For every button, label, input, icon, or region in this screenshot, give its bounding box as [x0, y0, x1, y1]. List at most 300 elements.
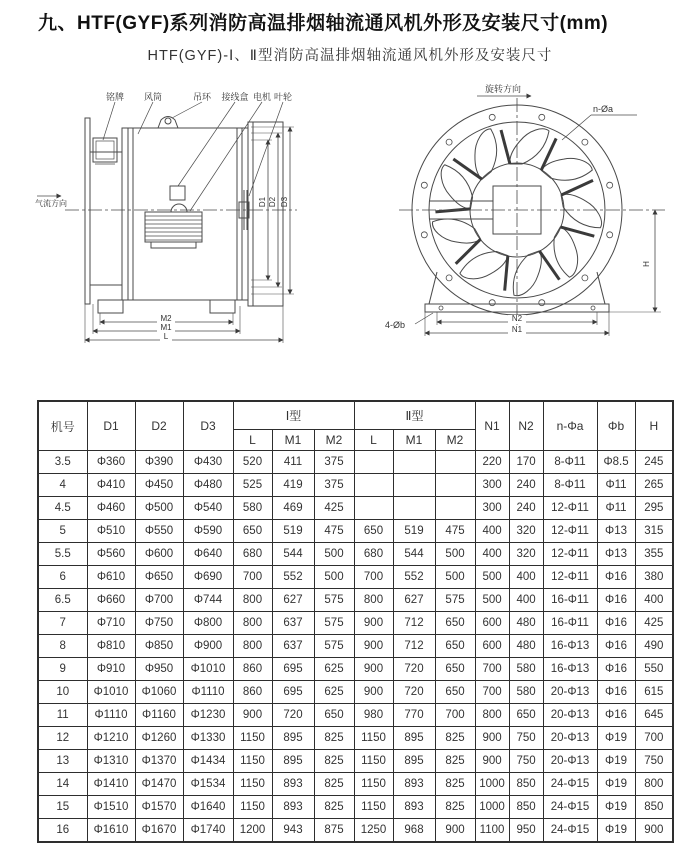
table-cell: Φ13	[597, 520, 635, 543]
table-cell: Φ1670	[135, 819, 183, 842]
header-type2-m1: M1	[393, 430, 435, 451]
callout-leader-lines	[103, 102, 283, 211]
foot-left	[98, 300, 123, 313]
header-phi-b: Φb	[597, 401, 635, 451]
table-row	[38, 727, 673, 750]
table-cell: Φ510	[87, 520, 135, 543]
table-cell: 650	[233, 520, 272, 543]
table-cell: 825	[435, 750, 475, 773]
table-cell: 411	[272, 451, 314, 474]
foot-bolts-label: 4-Øb	[385, 320, 406, 330]
table-cell: 1000	[475, 773, 509, 796]
table-row	[38, 704, 673, 727]
table-cell: 1150	[233, 773, 272, 796]
table-row	[38, 566, 673, 589]
table-cell: 24-Φ15	[543, 819, 597, 842]
table-cell: 300	[475, 474, 509, 497]
table-cell: 627	[272, 589, 314, 612]
table-cell: 900	[354, 681, 393, 704]
foot-right	[210, 300, 235, 313]
table-cell: 16-Φ13	[543, 635, 597, 658]
table-cell: Φ650	[135, 566, 183, 589]
table-cell: 680	[354, 543, 393, 566]
table-cell: 825	[314, 796, 354, 819]
table-cell: Φ450	[135, 474, 183, 497]
table-cell: 580	[509, 658, 543, 681]
header-d2: D2	[135, 401, 183, 451]
table-cell: 893	[272, 796, 314, 819]
table-cell: 1150	[233, 727, 272, 750]
table-cell: 800	[354, 589, 393, 612]
table-cell: Φ1010	[87, 681, 135, 704]
table-cell: 1150	[354, 796, 393, 819]
table-cell: 240	[509, 474, 543, 497]
table-cell: 1250	[354, 819, 393, 842]
table-cell: 24-Φ15	[543, 796, 597, 819]
table-cell: 575	[314, 635, 354, 658]
table-cell: 170	[509, 451, 543, 474]
table-cell: Φ910	[87, 658, 135, 681]
table-cell: 490	[635, 635, 673, 658]
table-cell: 680	[233, 543, 272, 566]
table-cell: 400	[509, 566, 543, 589]
table-cell: 700	[635, 727, 673, 750]
table-cell: 825	[435, 727, 475, 750]
table-cell: Φ460	[87, 497, 135, 520]
table-cell: Φ1060	[135, 681, 183, 704]
table-cell: 900	[435, 819, 475, 842]
table-cell: 400	[475, 520, 509, 543]
table-cell: Φ1740	[183, 819, 233, 842]
table-cell: Φ950	[135, 658, 183, 681]
callout-lifting-ring: 吊环	[192, 92, 212, 102]
lifting-ring	[158, 117, 178, 129]
table-row	[38, 681, 673, 704]
table-cell: 968	[393, 819, 435, 842]
table-cell: 12-Φ11	[543, 497, 597, 520]
table-row	[38, 773, 673, 796]
table-cell: 544	[393, 543, 435, 566]
table-cell: Φ16	[597, 635, 635, 658]
table-cell: 1150	[354, 750, 393, 773]
nameplate	[93, 138, 117, 164]
table-cell: 980	[354, 704, 393, 727]
table-cell: Φ1640	[183, 796, 233, 819]
table-cell: 20-Φ13	[543, 750, 597, 773]
table-cell: Φ1434	[183, 750, 233, 773]
table-cell: 700	[354, 566, 393, 589]
table-cell: 4.5	[38, 497, 87, 520]
table-cell: 469	[272, 497, 314, 520]
table-row	[38, 819, 673, 842]
table-cell: 1200	[233, 819, 272, 842]
table-cell	[393, 451, 435, 474]
table-cell: 625	[314, 658, 354, 681]
foot-bolt-leader	[415, 313, 433, 324]
table-cell: 552	[393, 566, 435, 589]
table-cell: Φ1370	[135, 750, 183, 773]
table-cell: 625	[314, 681, 354, 704]
table-cell: Φ1534	[183, 773, 233, 796]
table-cell: 825	[314, 750, 354, 773]
table-cell: 1150	[354, 727, 393, 750]
table-cell: 637	[272, 635, 314, 658]
header-h: H	[635, 401, 673, 451]
table-cell: 16-Φ11	[543, 589, 597, 612]
table-cell: 5.5	[38, 543, 87, 566]
table-cell: 300	[475, 497, 509, 520]
table-cell: 600	[475, 612, 509, 635]
table-cell: 825	[435, 773, 475, 796]
table-cell: 700	[435, 704, 475, 727]
table-cell: Φ19	[597, 796, 635, 819]
table-cell: Φ1160	[135, 704, 183, 727]
table-cell	[354, 497, 393, 520]
table-cell: 627	[393, 589, 435, 612]
table-cell: 12-Φ11	[543, 543, 597, 566]
header-type1-group: Ⅰ型	[233, 401, 354, 430]
table-cell: 8-Φ11	[543, 451, 597, 474]
table-cell: 519	[393, 520, 435, 543]
table-cell: 712	[393, 635, 435, 658]
header-machine-no: 机号	[38, 401, 87, 451]
table-cell: 544	[272, 543, 314, 566]
table-row	[38, 474, 673, 497]
table-cell: 6	[38, 566, 87, 589]
table-cell: Φ360	[87, 451, 135, 474]
table-cell: 750	[635, 750, 673, 773]
table-cell: Φ640	[183, 543, 233, 566]
table-row	[38, 589, 673, 612]
table-cell: 895	[272, 750, 314, 773]
table-row	[38, 497, 673, 520]
table-cell: 24-Φ15	[543, 773, 597, 796]
table-row	[38, 750, 673, 773]
table-cell: 650	[509, 704, 543, 727]
table-cell: 3.5	[38, 451, 87, 474]
table-cell: 550	[635, 658, 673, 681]
table-cell: Φ480	[183, 474, 233, 497]
table-cell: Φ11	[597, 474, 635, 497]
table-cell: 20-Φ13	[543, 681, 597, 704]
table-cell: 500	[314, 543, 354, 566]
table-cell: Φ700	[135, 589, 183, 612]
header-type1-l: L	[233, 430, 272, 451]
table-cell: 380	[635, 566, 673, 589]
table-cell: 419	[272, 474, 314, 497]
table-cell: Φ1110	[87, 704, 135, 727]
table-cell: 860	[233, 681, 272, 704]
table-cell: 500	[475, 566, 509, 589]
dim-label-m2: M2	[160, 314, 172, 323]
header-n2: N2	[509, 401, 543, 451]
dim-label-d3: D3	[280, 196, 289, 208]
table-cell: Φ1410	[87, 773, 135, 796]
callout-motor: 电机	[252, 92, 272, 102]
header-d3: D3	[183, 401, 233, 451]
table-cell: 1150	[233, 750, 272, 773]
table-cell: Φ590	[183, 520, 233, 543]
inlet-flange	[85, 118, 90, 304]
table-cell: 575	[314, 612, 354, 635]
table-cell: 720	[393, 681, 435, 704]
table-cell: 895	[272, 727, 314, 750]
table-cell: 355	[635, 543, 673, 566]
table-cell: 695	[272, 658, 314, 681]
table-cell: 650	[314, 704, 354, 727]
table-cell: Φ430	[183, 451, 233, 474]
table-cell: 1150	[354, 773, 393, 796]
table-cell: 650	[435, 658, 475, 681]
table-cell: Φ16	[597, 589, 635, 612]
dim-label-m1: M1	[160, 323, 172, 332]
side-view-drawing	[25, 82, 380, 347]
table-cell: 825	[314, 773, 354, 796]
table-cell: 900	[475, 727, 509, 750]
table-cell: 500	[435, 543, 475, 566]
table-cell: 850	[635, 796, 673, 819]
table-cell: Φ550	[135, 520, 183, 543]
table-cell: Φ710	[87, 612, 135, 635]
diameter-dim-lines	[251, 127, 294, 294]
motor	[145, 212, 202, 248]
table-cell: Φ850	[135, 635, 183, 658]
table-cell: Φ690	[183, 566, 233, 589]
table-body	[38, 451, 673, 842]
table-cell: 12-Φ11	[543, 520, 597, 543]
table-cell: 1150	[233, 796, 272, 819]
table-cell: 720	[272, 704, 314, 727]
table-cell: Φ19	[597, 773, 635, 796]
table-cell: 10	[38, 681, 87, 704]
table-cell: 575	[435, 589, 475, 612]
table-cell: 750	[509, 727, 543, 750]
table-cell: 850	[509, 773, 543, 796]
table-cell	[435, 497, 475, 520]
table-row	[38, 635, 673, 658]
table-cell: 12-Φ11	[543, 566, 597, 589]
table-cell: Φ660	[87, 589, 135, 612]
table-cell: 650	[354, 520, 393, 543]
table-cell: 800	[635, 773, 673, 796]
table-cell: 425	[314, 497, 354, 520]
table-cell: 240	[509, 497, 543, 520]
table-cell: 475	[435, 520, 475, 543]
table-cell: 12	[38, 727, 87, 750]
table-cell: 770	[393, 704, 435, 727]
table-cell	[393, 474, 435, 497]
table-cell: 875	[314, 819, 354, 842]
header-n-phi-a: n-Φa	[543, 401, 597, 451]
header-type2-l: L	[354, 430, 393, 451]
table-cell: Φ1330	[183, 727, 233, 750]
flange-bolts-label: n-Øa	[593, 104, 614, 114]
table-cell: 520	[233, 451, 272, 474]
table-cell: 20-Φ13	[543, 727, 597, 750]
table-cell: 750	[509, 750, 543, 773]
table-row	[38, 451, 673, 474]
table-cell: Φ19	[597, 750, 635, 773]
table-cell: 645	[635, 704, 673, 727]
table-cell: 825	[314, 727, 354, 750]
table-cell: Φ1230	[183, 704, 233, 727]
table-cell: Φ16	[597, 566, 635, 589]
page-subtitle: HTF(GYF)-Ⅰ、Ⅱ型消防高温排烟轴流通风机外形及安装尺寸	[147, 48, 553, 64]
table-cell: 315	[635, 520, 673, 543]
table-cell	[435, 474, 475, 497]
table-cell: 245	[635, 451, 673, 474]
table-cell: 900	[475, 750, 509, 773]
table-cell: Φ1110	[183, 681, 233, 704]
table-cell: 700	[475, 658, 509, 681]
table-cell: 1000	[475, 796, 509, 819]
table-cell: 900	[635, 819, 673, 842]
airflow-label: 气流方向	[35, 199, 67, 208]
table-cell: Φ1610	[87, 819, 135, 842]
table-cell: 500	[314, 566, 354, 589]
table-cell: 800	[475, 704, 509, 727]
table-cell: 11	[38, 704, 87, 727]
dim-label-l: L	[163, 332, 169, 341]
table-cell	[354, 451, 393, 474]
table-cell: Φ800	[183, 612, 233, 635]
table-cell: Φ1470	[135, 773, 183, 796]
table-cell: 700	[475, 681, 509, 704]
table-cell: 650	[435, 612, 475, 635]
table-cell: 943	[272, 819, 314, 842]
casing	[122, 128, 248, 300]
table-cell: Φ19	[597, 819, 635, 842]
table-cell: 895	[393, 727, 435, 750]
table-cell: 480	[509, 635, 543, 658]
table-cell: 6.5	[38, 589, 87, 612]
table-cell: 13	[38, 750, 87, 773]
table-cell: 475	[314, 520, 354, 543]
height-dim-line	[609, 210, 661, 312]
table-cell: 800	[233, 635, 272, 658]
table-cell: 480	[509, 612, 543, 635]
table-row	[38, 796, 673, 819]
table-cell: 16-Φ11	[543, 612, 597, 635]
table-cell: 14	[38, 773, 87, 796]
table-cell: Φ600	[135, 543, 183, 566]
table-row	[38, 543, 673, 566]
dim-label-n2: N2	[511, 314, 523, 323]
table-cell: 825	[435, 796, 475, 819]
table-cell: Φ900	[183, 635, 233, 658]
table-cell: 900	[354, 635, 393, 658]
table-cell: 860	[233, 658, 272, 681]
table-cell: Φ8.5	[597, 451, 635, 474]
table-cell: 695	[272, 681, 314, 704]
table-cell: 400	[475, 543, 509, 566]
table-cell: 950	[509, 819, 543, 842]
table-cell: 575	[314, 589, 354, 612]
table-cell: Φ16	[597, 612, 635, 635]
table-cell: Φ560	[87, 543, 135, 566]
table-cell: 425	[635, 612, 673, 635]
table-cell: 893	[393, 796, 435, 819]
table-cell: Φ610	[87, 566, 135, 589]
table-row	[38, 520, 673, 543]
table-cell: 8-Φ11	[543, 474, 597, 497]
table-cell: 8	[38, 635, 87, 658]
table-cell: Φ500	[135, 497, 183, 520]
page-title: 九、HTF(GYF)系列消防高温排烟轴流通风机外形及安装尺寸(mm)	[38, 13, 609, 34]
table-cell: Φ390	[135, 451, 183, 474]
table-cell: 615	[635, 681, 673, 704]
table-cell: 650	[435, 681, 475, 704]
table-cell: Φ1210	[87, 727, 135, 750]
table-cell: Φ11	[597, 497, 635, 520]
table-cell: 220	[475, 451, 509, 474]
header-type2-group: Ⅱ型	[354, 401, 475, 430]
table-cell: 893	[272, 773, 314, 796]
table-cell: 15	[38, 796, 87, 819]
dim-label-h: H	[642, 261, 651, 267]
table-cell: 800	[233, 612, 272, 635]
header-type1-m2: M2	[314, 430, 354, 451]
table-cell: 500	[475, 589, 509, 612]
table-cell: Φ540	[183, 497, 233, 520]
callout-impeller: 叶轮	[273, 92, 293, 102]
table-cell: 320	[509, 520, 543, 543]
table-cell: 500	[435, 566, 475, 589]
dim-label-d1: D1	[258, 196, 267, 208]
table-cell: 265	[635, 474, 673, 497]
table-cell: 712	[393, 612, 435, 635]
table-cell: Φ16	[597, 681, 635, 704]
table-cell: 700	[233, 566, 272, 589]
table-cell: 637	[272, 612, 314, 635]
table-cell: 895	[393, 750, 435, 773]
table-cell: 600	[475, 635, 509, 658]
dim-label-d2: D2	[268, 196, 277, 208]
table-cell: 9	[38, 658, 87, 681]
table-cell: 7	[38, 612, 87, 635]
bottom-dim-lines	[85, 304, 283, 343]
table-cell: 1100	[475, 819, 509, 842]
junction-box	[170, 186, 187, 212]
header-type1-m1: M1	[272, 430, 314, 451]
table-cell	[435, 451, 475, 474]
table-cell: 650	[435, 635, 475, 658]
front-view-drawing	[385, 82, 700, 347]
table-cell: 720	[393, 658, 435, 681]
callout-nameplate: 铭牌	[105, 92, 125, 102]
table-cell: Φ750	[135, 612, 183, 635]
table-cell: 525	[233, 474, 272, 497]
table-cell: 20-Φ13	[543, 704, 597, 727]
table-cell: Φ1510	[87, 796, 135, 819]
table-cell: 893	[393, 773, 435, 796]
header-n1: N1	[475, 401, 509, 451]
table-cell: 5	[38, 520, 87, 543]
table-cell: 375	[314, 474, 354, 497]
table-cell	[393, 497, 435, 520]
inlet-collar	[90, 152, 122, 285]
table-cell: 16-Φ13	[543, 658, 597, 681]
table-cell: 580	[233, 497, 272, 520]
table-cell: 375	[314, 451, 354, 474]
table-cell: 400	[509, 589, 543, 612]
table-cell: Φ810	[87, 635, 135, 658]
table-row	[38, 612, 673, 635]
table-cell: 400	[635, 589, 673, 612]
table-cell: Φ1310	[87, 750, 135, 773]
header-d1: D1	[87, 401, 135, 451]
table-row	[38, 658, 673, 681]
